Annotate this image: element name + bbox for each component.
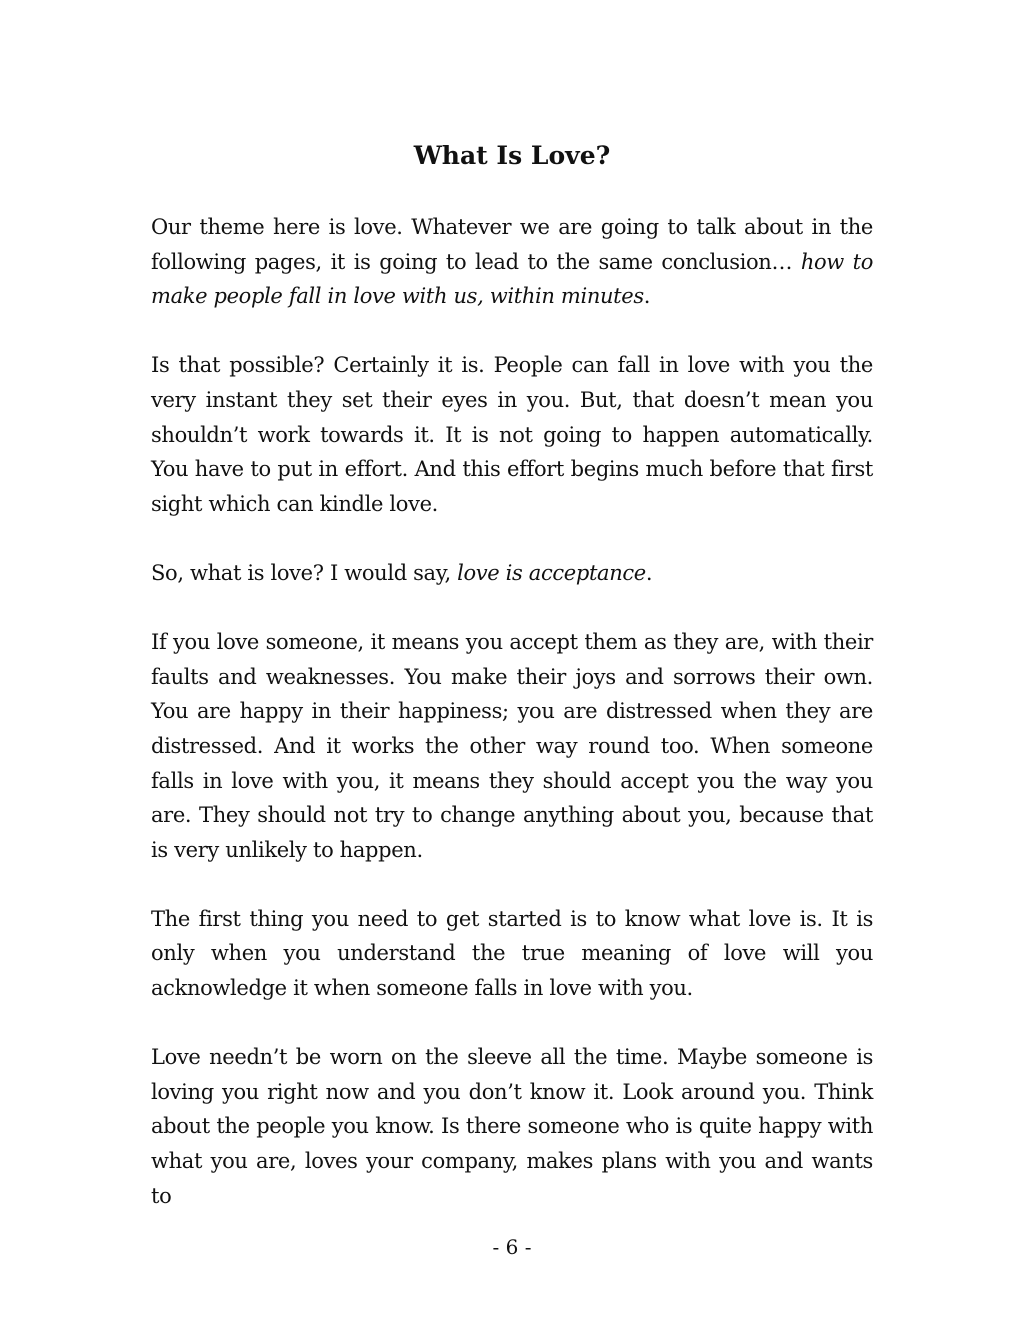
paragraph-4: If you love someone, it means you accept them as they are, with their faults and weaknesses. You make their joys and sorrows their own. You are happy in their happiness; you are distressed when they are distressed. And it works the other way round too. When someone falls in love with you, it means they should accept you the way you are. They should not try to change anything about you, because that is very unlikely to happen. xyxy=(151,630,873,862)
document-page xyxy=(151,0,873,1325)
paragraph-1: Our theme here is love. Whatever we are going to talk about in the following pages, it is going to lead to the same conclusion… how to make people fall in love with us, within minutes. xyxy=(151,215,873,309)
paragraph-3: So, what is love? I would say, love is acceptance. xyxy=(151,560,653,585)
paragraph-2: Is that possible? Certainly it is. People can fall in love with you the very instant they set their eyes in you. But, that doesn’t mean you shouldn’t work towards it. It is not going to happen automatically. You have to put in effort. And this effort begins much before that first sight which can kindle love. xyxy=(151,353,873,516)
paragraph-6: Love needn’t be worn on the sleeve all the time. Maybe someone is loving you right now and you don’t know it. Look around you. Think about the people you know. Is there someone who is quite happy with what you are, loves your company, makes plans with you and wants to xyxy=(151,1045,873,1208)
page-number: - 6 - xyxy=(492,1235,532,1259)
chapter-title: What Is Love? xyxy=(413,141,611,170)
chapter-body xyxy=(151,210,873,1248)
paragraph-5: The first thing you need to get started is to know what love is. It is only when you understand the true meaning of love will you acknowledge it when someone falls in love with you. xyxy=(151,906,873,1001)
